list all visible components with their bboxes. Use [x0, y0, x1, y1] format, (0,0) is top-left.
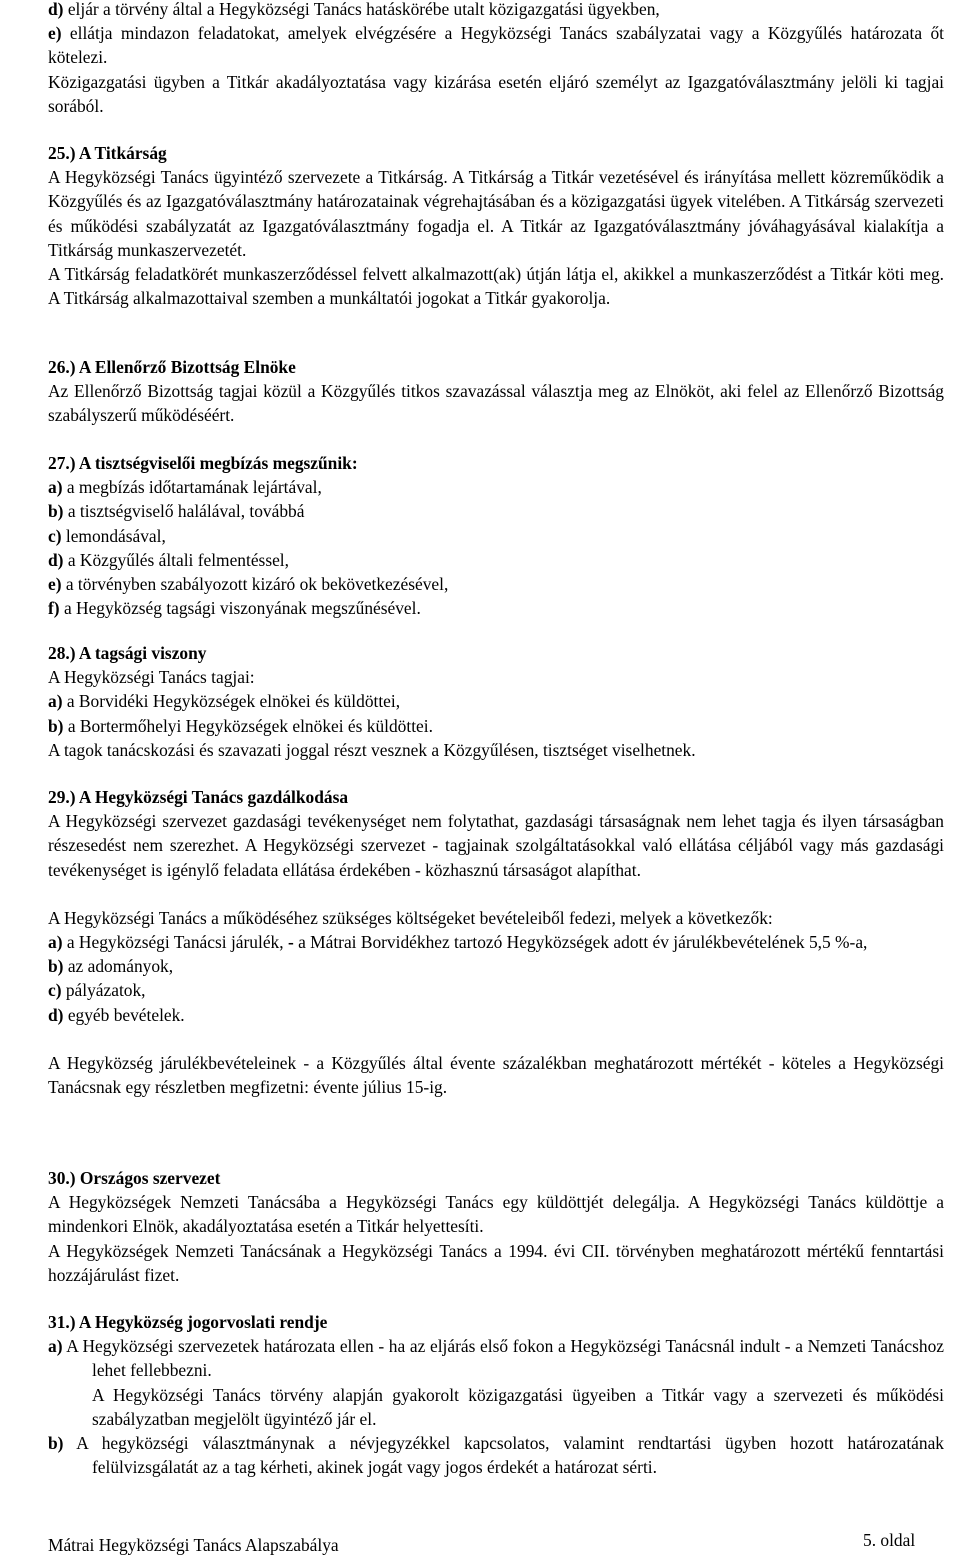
section-heading: 26.) A Ellenőrző Bizottság Elnöke — [48, 357, 296, 377]
paragraph: A Hegyközség járulékbevételeinek - a Közgyűlés által évente százalékban meghatározott mértékét - köteles a Hegyközségi Tanácsnak egy részletben megfizetni: évente július 15-ig. — [48, 1052, 944, 1098]
list-item: c) lemondásával, — [48, 525, 166, 546]
section-30 — [48, 1166, 944, 1287]
list-item: b) az adományok, — [48, 956, 174, 977]
list-item: b) a Bortermőhelyi Hegyközségek elnökei és küldöttei. — [48, 715, 433, 736]
list-item: c) pályázatok, — [48, 980, 146, 1001]
list-item: f) a Hegyközség tagsági viszonyának megszűnésével. — [48, 598, 421, 619]
list-item: d) egyéb bevételek. — [48, 1004, 185, 1025]
section-heading: 25.) A Titkárság — [48, 143, 167, 163]
item-d: d) eljár a törvény által a Hegyközségi Tanács hatáskörébe utalt közigazgatási ügyekben, — [48, 0, 660, 19]
section-28 — [48, 641, 944, 762]
paragraph: A Hegyközségek Nemzeti Tanácsának a Hegyközségi Tanács a 1994. évi CII. törvényben meghatározott mértékű fenntartási hozzájárulást fizet. — [48, 1240, 944, 1285]
list — [48, 475, 944, 620]
list-item: a) a Hegyközségi Tanácsi járulék, - a Mátrai Borvidékhez tartozó Hegyközségek adott év járulékbevételének 5,5 %-a, — [48, 932, 868, 953]
list — [48, 689, 944, 737]
list — [48, 954, 944, 1027]
list-item: b) a tisztségviselő halálával, továbbá — [48, 501, 305, 522]
section-26 — [48, 355, 944, 428]
section-heading: 27.) A tisztségviselői megbízás megszűnik: — [48, 453, 358, 473]
footer-title: Mátrai Hegyközségi Tanács Alapszabálya — [48, 1535, 339, 1555]
page-number: 5. oldal — [863, 1530, 916, 1550]
list-item: e) a törvényben szabályozott kizáró ok bekövetkezésével, — [48, 574, 449, 595]
intro-block — [48, 0, 944, 118]
section-31 — [48, 1310, 944, 1479]
list-item: d) a Közgyűlés általi felmentéssel, — [48, 549, 289, 570]
list-item-a: a) A Hegyközségi szervezetek határozata ellen - ha az eljárás első fokon a Hegyközségi Tanácsnál indult - a Nemzeti Tanácshoz lehet fellebbezni. — [48, 1336, 944, 1381]
paragraph: A Hegyközségi szervezet gazdasági tevékenységet nem folytathat, gazdasági társaságnak nem lehet tagja és ilyen társaságban részesedést nem szerezhet. A Hegyközségi szervezet - tagjainak szolgáltatásokkal való ellátása céljából vagy más gazdasági tevékenységet is igénylő feladata ellátása érdekében - közhasznú társaságot alapíthat. — [48, 811, 944, 880]
paragraph: A Hegyközségi Tanács tagjai: — [48, 667, 255, 688]
paragraph: Közigazgatási ügyben a Titkár akadályoztatása vagy kizárása esetén eljáró személyt az Igazgatóválasztmány jelöli ki tagjai sorából. — [48, 71, 944, 116]
paragraph: A Hegyközségi Tanács törvény alapján gyakorolt közigazgatási ügyeiben a Titkár vagy a szervezeti és működési szabályzatban megjelölt ügyintéző jár el. — [92, 1384, 944, 1429]
list-item: a) a megbízás időtartamának lejártával, — [48, 477, 322, 498]
paragraph: A Hegyközségi Tanács ügyintéző szervezete a Titkárság. A Titkárság a Titkár vezetésével és irányítása mellett közreműködik a Közgyűlés és az Igazgatóválasztmány határozatainak végrehajtásában és a közigazgatási ügyek vitelében. A Titkárság szervezeti és működési szabályzatát az Igazgatóválasztmány fogadja el. A Titkár az Igazgatóválasztmány jóváhagyásával kialakítja a Titkárság munkaszervezetét. — [48, 167, 944, 260]
paragraph: A Hegyközségek Nemzeti Tanácsába a Hegyközségi Tanács egy küldöttjét delegálja. A Hegyközségi Tanács küldöttje a mindenkori Elnök, akadályoztatása esetén a Titkár helyettesíti. — [48, 1192, 944, 1237]
list-item-b: b) A hegyközségi választmánynak a névjegyzékkel kapcsolatos, valamint rendtartási ügyben hozott határozatának felülvizsgálatát az a tag kérheti, akinek jogát vagy jogos érdekét a határozat sérti. — [48, 1433, 944, 1478]
item-e: e) ellátja mindazon feladatokat, amelyek elvégzésére a Hegyközségi Tanács szabályzatai vagy a Közgyűlés határozata őt kötelezi. — [48, 23, 944, 68]
list-item: a) a Borvidéki Hegyközségek elnökei és küldöttei, — [48, 691, 401, 712]
section-25 — [48, 141, 944, 310]
section-heading: 29.) A Hegyközségi Tanács gazdálkodása — [48, 787, 349, 807]
paragraph: A Hegyközségi Tanács a működéséhez szükséges költségeket bevételeiből fedezi, melyek a következők: — [48, 907, 773, 928]
paragraph: A Titkárság feladatkörét munkaszerződéssel felvett alkalmazott(ak) útján látja el, akikkel a munkaszerződést a Titkár köti meg. A Titkárság alkalmazottaival szemben a munkáltatói jogokat a Titkár gyakorolja. — [48, 264, 944, 309]
section-heading: 31.) A Hegyközség jogorvoslati rendje — [48, 1312, 328, 1332]
section-heading: 30.) Országos szervezet — [48, 1168, 221, 1188]
section-29 — [48, 785, 944, 1099]
paragraph: A tagok tanácskozási és szavazati joggal részt vesznek a Közgyűlésen, tisztséget viselhetnek. — [48, 739, 696, 760]
paragraph: Az Ellenőrző Bizottság tagjai közül a Közgyűlés titkos szavazással választja meg az Elnököt, aki felel az Ellenőrző Bizottság szabályszerű működéséért. — [48, 381, 944, 426]
section-heading: 28.) A tagsági viszony — [48, 643, 207, 663]
section-27 — [48, 451, 944, 620]
